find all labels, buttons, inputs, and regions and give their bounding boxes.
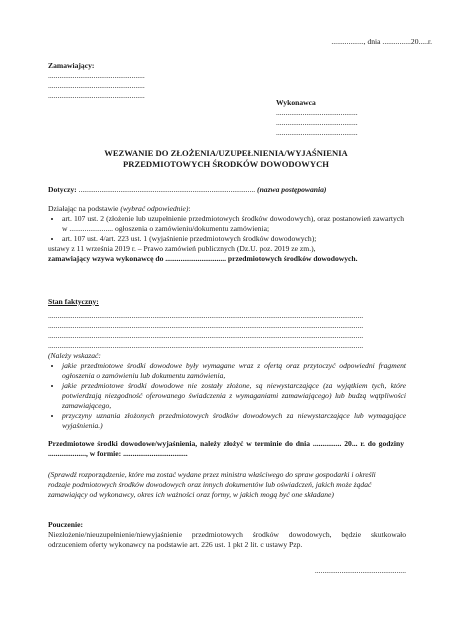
dotyczy-label: Dotyczy: <box>48 185 77 194</box>
stan-faktyczny-label: Stan faktyczny: <box>48 297 99 306</box>
deadline-paragraph: Przedmiotowe środki dowodowe/wyjaśnienia, należy złożyć w terminie do dnia ............... 20... r. do godziny ...................., w formie: .................................. <box>48 439 404 459</box>
pouczenie-section <box>48 520 406 550</box>
regulation-note: (Sprawdź rozporządzenie, które ma zostać wydane przez ministra właściwego do spraw gospodarki i określi rodzaje podmiotowych środków dowodowych oraz innych dokumentów lub oświadczeń, jakich może żądać zamawiający od wykonawcy, okres ich ważności oraz formy, w jakich mogą być one składane) <box>48 470 376 500</box>
zamawiajacy-line: ................................................... <box>48 71 145 81</box>
list-item: • jakie przedmiotowe środki dowodowe były wymagane wraz z ofertą oraz przytoczyć odpowiedni fragment ogłoszenia o zamówieniu lub dokumentu zamówienia, <box>62 361 406 381</box>
zamawiajacy-block <box>48 61 198 101</box>
stan-faktyczny-section <box>48 297 406 431</box>
legal-basis-text: Działając na podstawie <box>48 204 119 213</box>
legal-basis-list <box>48 214 404 244</box>
legal-basis-section <box>48 204 404 264</box>
stan-line: ...................................................................................................................................................................... <box>48 311 364 321</box>
list-item: • przyczyny uznania złożonych przedmiotowych środków dowodowych za niewystarczające lub wymagające wyjaśnienia.) <box>62 411 406 431</box>
stan-note-label: (Należy wskazać: <box>48 351 101 361</box>
stan-line: ...................................................................................................................................................................... <box>48 331 364 341</box>
title-line-2: PRZEDMIOTOWYCH ŚRODKÓW DOWODOWYCH <box>123 159 329 170</box>
list-item: • jakie przedmiotowe środki dowodowe nie zostały złożone, są niewystarczające (za wyjątkiem tych, które potwierdzają niezgodność oferowanego świadczenia z wymaganiami zamawiającego) lub budzą wątpliwości zamawiającego, <box>62 381 406 411</box>
dotyczy-line <box>48 185 408 195</box>
zamawiajacy-line: ................................................... <box>48 91 145 101</box>
legal-basis-colon: : <box>188 204 191 213</box>
wykonawca-block <box>276 98 416 138</box>
list-item: • art. 107 ust. 2 (złożenie lub uzupełnienie przedmiotowych środków dowodowych), oraz postanowień zawartych w ....................... ogłoszenia o zamówieniu/dokumentu zamówienia; <box>62 214 404 234</box>
title-line-1: WEZWANIE DO ZŁOŻENIA/UZUPEŁNIENIA/WYJAŚNIENIA <box>104 148 348 158</box>
wykonawca-line: ........................................... <box>276 108 358 118</box>
dotyczy-dots: ............................................................................................. <box>76 185 256 194</box>
legal-basis-note: (wybrać odpowiednie) <box>120 204 189 213</box>
list-item: • art. 107 ust. 4/art. 223 ust. 1 (wyjaśnienie przedmiotowych środków dowodowych); <box>62 234 404 244</box>
zamawiajacy-label: Zamawiający: <box>48 61 95 70</box>
signature-line: ................................................ <box>314 566 406 575</box>
stan-line: ...................................................................................................................................................................... <box>48 341 364 351</box>
date-line: ................., dnia ...............20.....r. <box>331 37 432 46</box>
dotyczy-note: (nazwa postępowania) <box>257 185 327 194</box>
pouczenie-text: Niezłożenie/nieuzupełnienie/niewyjaśnienie przedmiotowych środków dowodowych, będzie skutkowało odrzuceniem oferty wykonawcy na podstawie art. 226 ust. 1 pkt 2 lit. c ustawy Pzp. <box>48 530 406 550</box>
ustawy-line: ustawy z 11 września 2019 r. – Prawo zamówień publicznych (Dz.U. poz. 2019 ze zm.), <box>48 244 316 254</box>
zamawiajacy-line: ................................................... <box>48 81 145 91</box>
zamawiajacy-wzywa: zamawiający wzywa wykonawcę do ................................ przedmiotowych środków dowodowych. <box>48 254 358 264</box>
wykonawca-line: ........................................... <box>276 128 358 138</box>
stan-line: ...................................................................................................................................................................... <box>48 321 364 331</box>
wykonawca-label: Wykonawca <box>276 98 316 107</box>
wykonawca-line: ........................................... <box>276 118 358 128</box>
legal-basis-intro <box>48 204 404 214</box>
document-title <box>48 148 404 171</box>
stan-notes-list <box>48 361 406 431</box>
pouczenie-label: Pouczenie: <box>48 520 84 529</box>
